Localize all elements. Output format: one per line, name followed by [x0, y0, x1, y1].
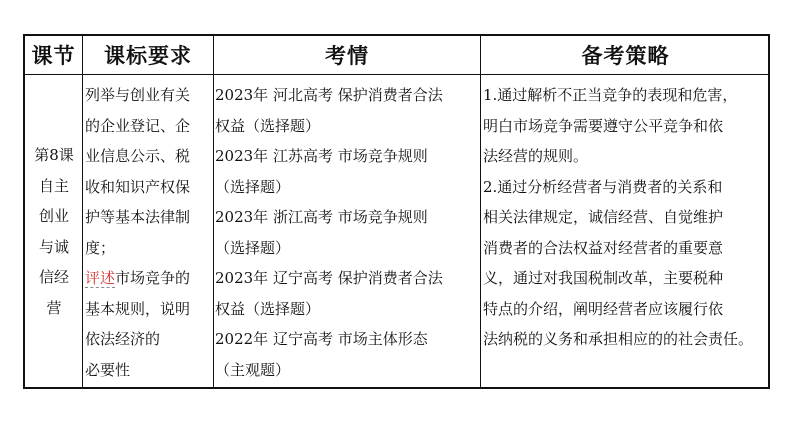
highlight-keyword: 评述 — [85, 269, 116, 287]
strategy-line: 义，通过对我国税制改革，主要税种 — [483, 269, 724, 287]
standard-line: 基本规则，说明 — [85, 299, 191, 318]
lesson-line: 信经 — [38, 268, 69, 286]
strategy-line: 相关法律规定，诚信经营、自觉维护 — [483, 208, 724, 226]
exam-line: （选择题） — [215, 177, 291, 196]
standard-cell — [85, 80, 215, 385]
lesson-cell — [25, 140, 83, 323]
strategy-line: 消费者的合法权益对经营者的重要意 — [483, 238, 724, 257]
standard-line: 依法经济的 — [85, 330, 161, 348]
lesson-line: 第8课 — [34, 146, 74, 164]
exam-line: 2023年 浙江高考 市场竞争规则 — [215, 208, 428, 226]
lesson-line: 与诚 — [38, 237, 69, 256]
exam-line: 2023年 辽宁高考 保护消费者合法 — [215, 269, 443, 287]
standard-line: 业信息公示、税 — [85, 147, 191, 165]
strategy-line: 特点的介绍，阐明经营者应该履行依 — [483, 299, 724, 318]
header-standard: 课标要求 — [104, 44, 192, 68]
standard-highlight-line — [85, 263, 215, 294]
column-divider — [480, 36, 481, 387]
header-strategy: 备考策略 — [581, 44, 670, 68]
strategy-line: 明白市场竞争需要遵守公平竞争和依 — [483, 116, 724, 135]
exam-line: 权益（选择题） — [215, 299, 321, 318]
standard-line: 列举与创业有关 — [85, 86, 191, 104]
header-divider — [25, 74, 768, 75]
exam-line: 2023年 江苏高考 市场竞争规则 — [215, 147, 428, 165]
strategy-line: 法经营的规则。 — [483, 147, 589, 165]
header-lesson: 课节 — [31, 44, 76, 68]
exam-line: 2022年 辽宁高考 市场主体形态 — [215, 330, 428, 348]
exam-line: （主观题） — [215, 360, 291, 379]
standard-line: 的企业登记、企 — [85, 116, 191, 135]
standard-line: 度； — [85, 238, 116, 257]
standard-line: 收和知识产权保 — [85, 177, 191, 196]
exam-line: （选择题） — [215, 238, 291, 257]
lesson-line: 自主 — [38, 176, 69, 195]
strategy-cell — [483, 80, 773, 355]
highlight-rest: 市场竞争的 — [115, 269, 191, 287]
strategy-line: 2.通过分析经营者与消费者的关系和 — [483, 177, 723, 196]
lesson-line: 创业 — [38, 207, 69, 225]
exam-cell — [215, 80, 480, 385]
strategy-line: 1.通过解析不正当竞争的表现和危害， — [483, 86, 738, 104]
strategy-line: 法纳税的义务和承担相应的的社会责任。 — [483, 330, 754, 348]
curriculum-table — [23, 34, 770, 389]
lesson-line: 营 — [46, 298, 62, 317]
exam-line: 权益（选择题） — [215, 116, 321, 135]
standard-line: 必要性 — [85, 360, 131, 379]
exam-line: 2023年 河北高考 保护消费者合法 — [215, 86, 443, 104]
header-exam: 考情 — [325, 44, 369, 68]
standard-line: 护等基本法律制 — [85, 208, 191, 226]
